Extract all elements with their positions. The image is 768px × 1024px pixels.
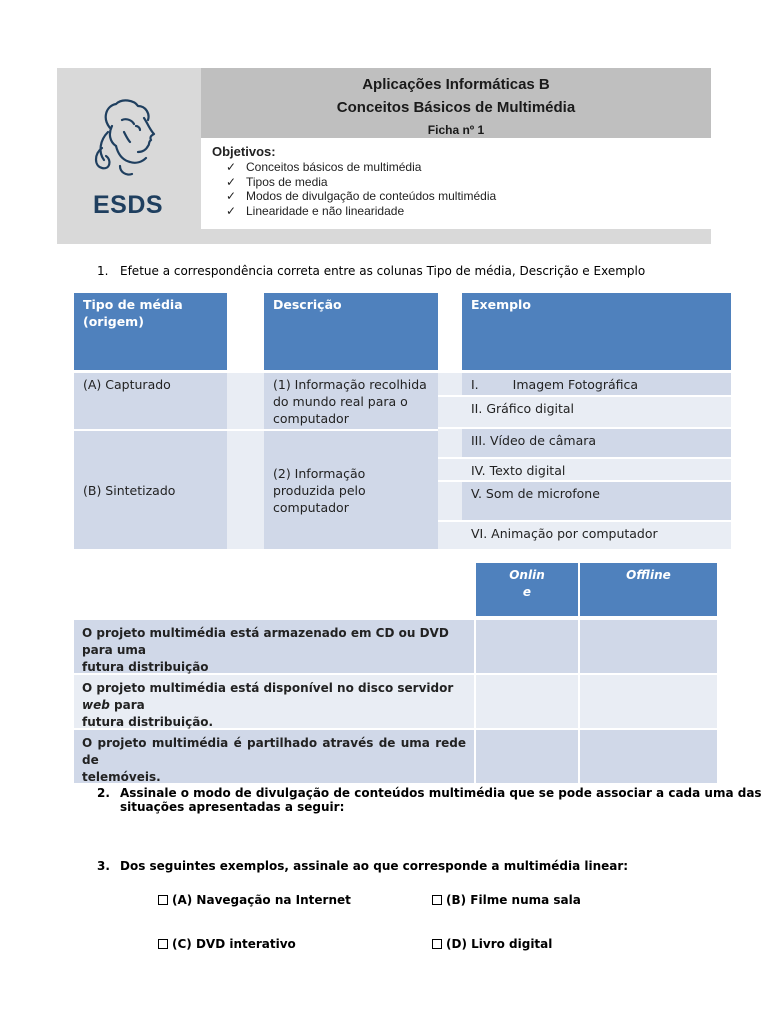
objective-item: ✓ Linearidade e não linearidade — [226, 203, 405, 218]
checkmark-icon: ✓ — [226, 189, 237, 203]
desc-1: (1) Informação recolhida do mundo real para o computador — [264, 373, 438, 429]
question-text: Dos seguintes exemplos, assinale ao que corresponde a multimédia linear: — [120, 859, 629, 873]
example-2: II. Gráfico digital — [462, 397, 731, 427]
question-number: 3. — [97, 859, 110, 873]
example-4: IV. Texto digital — [462, 459, 731, 480]
option-c[interactable]: (C) DVD interativo — [158, 937, 296, 951]
answer-cell[interactable] — [438, 459, 462, 480]
worksheet-number: Ficha nº 1 — [427, 123, 485, 137]
example-1: I. Imagem Fotográfica — [462, 373, 731, 395]
header-exemplo: Exemplo — [462, 293, 731, 370]
question-1 — [97, 264, 737, 280]
offline-answer-cell[interactable] — [580, 620, 717, 673]
question-text: Efetue a correspondência correta entre as colunas Tipo de média, Descrição e Exemplo — [120, 264, 646, 278]
worksheet-title: Conceitos Básicos de Multimédia — [336, 99, 576, 116]
header-bottom-band — [201, 229, 711, 244]
situation-row: O projeto multimédia é partilhado através de uma rede de telemóveis. — [74, 730, 474, 783]
offline-answer-cell[interactable] — [580, 730, 717, 783]
checkbox-icon[interactable] — [158, 895, 168, 905]
question-number: 1. — [97, 264, 109, 278]
answer-cell[interactable] — [438, 522, 462, 549]
question-2 — [97, 786, 762, 820]
situation-row: O projeto multimédia está disponível no disco servidor web para futura distribuição. — [74, 675, 474, 728]
online-answer-cell[interactable] — [476, 730, 578, 783]
header-offline: Offline — [580, 563, 717, 616]
example-6: VI. Animação por computador — [462, 522, 731, 549]
question-number: 2. — [97, 786, 110, 800]
answer-cell[interactable] — [227, 431, 264, 549]
checkmark-icon: ✓ — [226, 160, 237, 174]
answer-cell[interactable] — [438, 397, 462, 427]
example-5: V. Som de microfone — [462, 482, 731, 520]
desc-2: (2) Informação produzida pelo computador — [264, 431, 438, 549]
checkbox-icon[interactable] — [158, 939, 168, 949]
type-capturado: (A) Capturado — [74, 373, 227, 429]
type-sintetizado: (B) Sintetizado — [74, 431, 227, 549]
answer-cell[interactable] — [227, 373, 264, 429]
header-descricao: Descrição — [264, 293, 438, 370]
answer-cell[interactable] — [438, 429, 462, 457]
answer-cell[interactable] — [438, 482, 462, 520]
online-answer-cell[interactable] — [476, 675, 578, 728]
objective-item: ✓ Modos de divulgação de conteúdos multimédia — [226, 189, 497, 203]
objectives-title: Objetivos: — [212, 144, 276, 159]
objectives-list — [226, 160, 496, 218]
checkbox-icon[interactable] — [432, 939, 442, 949]
checkmark-icon: ✓ — [226, 174, 237, 189]
header-online: Onlin e — [476, 563, 578, 616]
option-b[interactable]: (B) Filme numa sala — [432, 893, 581, 907]
checkbox-icon[interactable] — [432, 895, 442, 905]
answer-gap[interactable] — [438, 293, 462, 370]
checkmark-icon: ✓ — [226, 203, 237, 218]
answer-gap[interactable] — [227, 293, 264, 370]
question-text: Assinale o modo de divulgação de conteúdos multimédia que se pode associar a cada uma das situações apresentadas a seguir: — [120, 786, 762, 814]
logo-text: ESDS — [93, 191, 164, 219]
school-logo-portrait-icon — [88, 96, 160, 188]
offline-answer-cell[interactable] — [580, 675, 717, 728]
example-3: III. Vídeo de câmara — [462, 429, 731, 457]
option-a[interactable]: (A) Navegação na Internet — [158, 893, 351, 907]
online-answer-cell[interactable] — [476, 620, 578, 673]
objective-item: ✓ Tipos de media — [226, 174, 328, 189]
answer-cell[interactable] — [438, 373, 462, 395]
course-title: Aplicações Informáticas B — [362, 76, 550, 93]
objective-item: ✓ Conceitos básicos de multimédia — [226, 160, 422, 174]
option-d[interactable]: (D) Livro digital — [432, 937, 552, 951]
situation-row: O projeto multimédia está armazenado em CD ou DVD para uma futura distribuição — [74, 620, 474, 673]
question-3 — [97, 859, 737, 875]
header-tipo-media: Tipo de média (origem) — [74, 293, 227, 370]
